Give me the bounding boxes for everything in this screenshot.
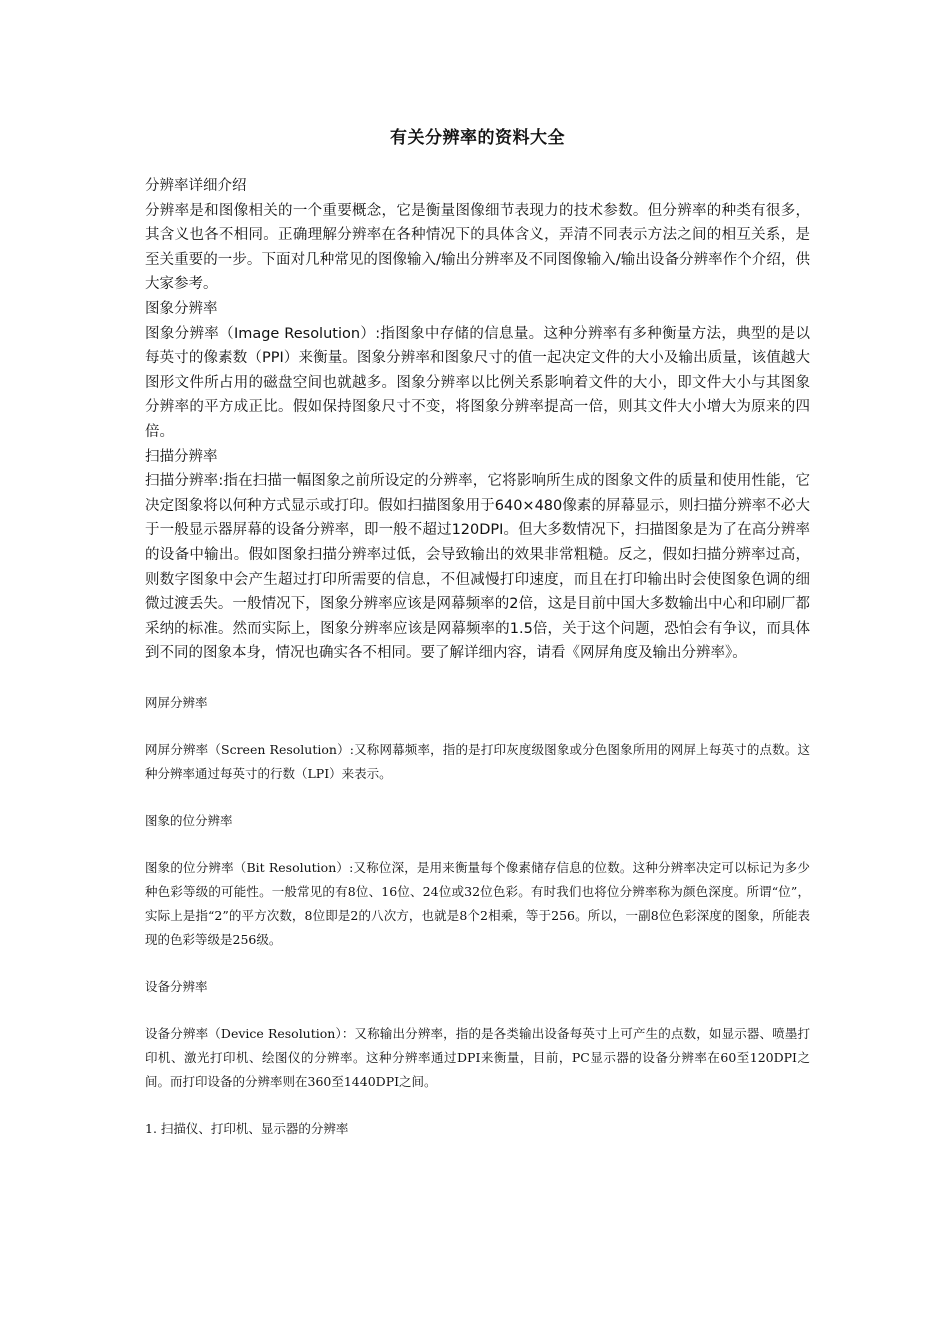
list-heading-device-resolutions: 1. 扫描仪、打印机、显示器的分辨率: [145, 1120, 349, 1136]
section-heading-image-resolution: 图象分辨率: [145, 300, 218, 317]
section-heading-device-resolution: 设备分辨率: [145, 978, 208, 994]
section-heading-scan-resolution: 扫描分辨率: [145, 448, 218, 465]
paragraph-screen-resolution: 网屏分辨率（Screen Resolution）:又称网幕频率，指的是打印灰度级图象或分色图象所用的网屏上每英寸的点数。这种分辨率通过每英寸的行数（LPI）来表示。: [145, 741, 810, 781]
section-heading-screen-resolution: 网屏分辨率: [145, 694, 208, 710]
paragraph-image-resolution: 图象分辨率（Image Resolution）:指图象中存储的信息量。这种分辨率有多种衡量方法，典型的是以每英寸的像素数（PPI）来衡量。图象分辨率和图象尺寸的值一起决定文件的大小及输出质量，该值越大图形文件所占用的磁盘空间也就越多。图象分辨率以比例关系影响着文件的大小，即文件大小与其图象分辨率的平方成正比。假如保持图象尺寸不变，将图象分辨率提高一倍，则其文件大小增大为原来的四倍。: [145, 325, 810, 440]
paragraph-device-resolution: 设备分辨率（Device Resolution）：又称输出分辨率，指的是各类输出设备每英寸上可产生的点数，如显示器、喷墨打印机、激光打印机、绘图仪的分辨率。这种分辨率通过DPI来衡量，目前，PC显示器的设备分辨率在60至120DPI之间。而打印设备的分辨率则在360至1440DPI之间。: [145, 1025, 810, 1089]
paragraph-scan-resolution: 扫描分辨率:指在扫描一幅图象之前所设定的分辨率，它将影响所生成的图象文件的质量和使用性能，它决定图象将以何种方式显示或打印。假如扫描图象用于640×480像素的屏幕显示，则扫描分辨率不必大于一般显示器屏幕的设备分辨率，即一般不超过120DPI。但大多数情况下，扫描图象是为了在高分辨率的设备中输出。假如图象扫描分辨率过低，会导致输出的效果非常粗糙。反之，假如扫描分辨率过高，则数字图象中会产生超过打印所需要的信息，不但减慢打印速度，而且在打印输出时会使图象色调的细微过渡丢失。一般情况下，图象分辨率应该是网幕频率的2倍，这是目前中国大多数输出中心和印刷厂都采纳的标准。然而实际上，图象分辨率应该是网幕频率的1.5倍，关于这个问题，恐怕会有争议，而具体到不同的图象本身，情况也确实各不相同。要了解详细内容，请看《网屏角度及输出分辨率》。: [145, 473, 810, 662]
paragraph-bit-resolution: 图象的位分辨率（Bit Resolution）:又称位深，是用来衡量每个像素储存信息的位数。这种分辨率决定可以标记为多少种色彩等级的可能性。一般常见的有8位、16位、24位或32位色彩。有时我们也将位分辨率称为颜色深度。所谓“位”，实际上是指“2”的平方次数，8位即是2的八次方，也就是8个2相乘，等于256。所以，一副8位色彩深度的图象，所能表现的色彩等级是256级。: [145, 859, 810, 947]
document-body: [145, 124, 810, 1141]
paragraph-intro: 分辨率是和图像相关的一个重要概念，它是衡量图像细节表现力的技术参数。但分辨率的种类有很多，其含义也各不相同。正确理解分辨率在各种情况下的具体含义，弄清不同表示方法之间的相互关系，是至关重要的一步。下面对几种常见的图像输入/输出分辨率及不同图像输入/输出设备分辨率作个介绍，供大家参考。: [145, 202, 810, 293]
section-heading-intro: 分辨率详细介绍: [145, 178, 247, 194]
document-title: 有关分辨率的资料大全: [390, 128, 565, 148]
section-heading-bit-resolution: 图象的位分辨率: [145, 812, 233, 828]
